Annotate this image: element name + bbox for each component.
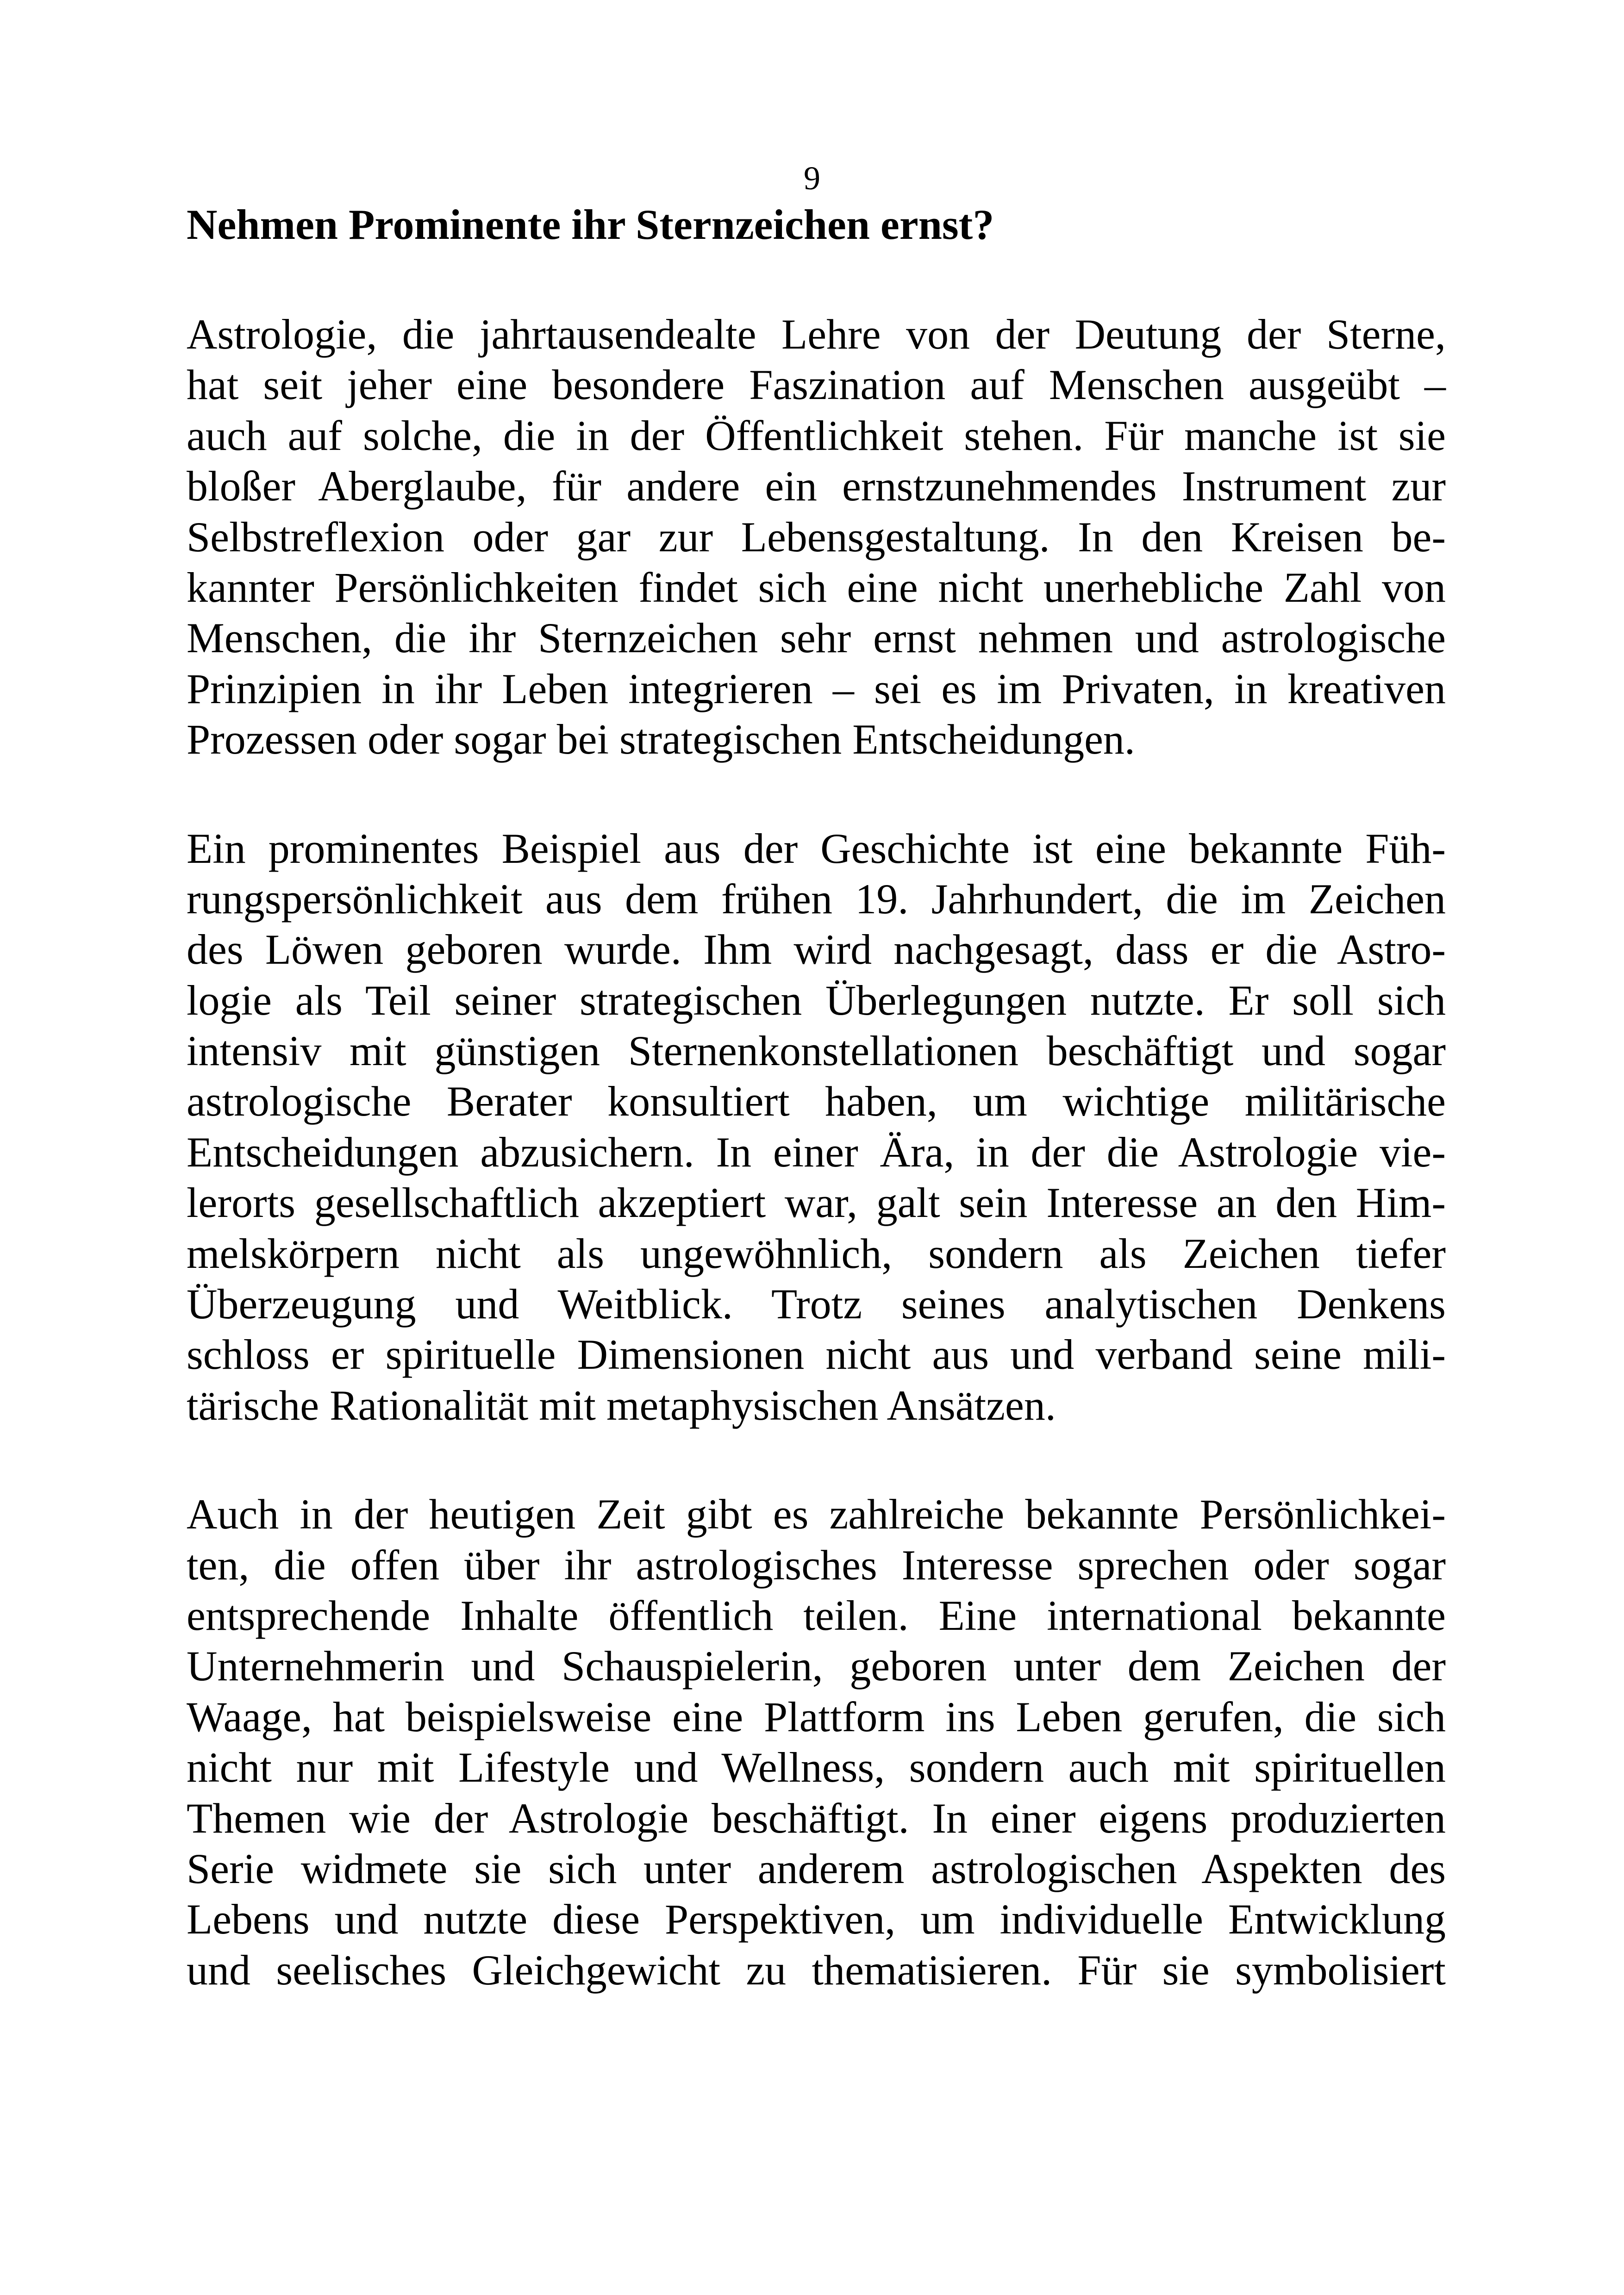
text-line: intensiv mit günstigen Sternenkonstellationen beschäftigt und sogar xyxy=(187,1027,1446,1075)
paragraph xyxy=(187,1489,1446,1996)
text-line: lerorts gesellschaftlich akzeptiert war, galt sein Interesse an den Him- xyxy=(187,1179,1446,1227)
text-line: tärische Rationalität mit metaphysischen Ansätzen. xyxy=(187,1381,1056,1429)
text-line: Menschen, die ihr Sternzeichen sehr ernst nehmen und astrologische xyxy=(187,614,1446,662)
text-line: und seelisches Gleichgewicht zu thematisieren. Für sie symbolisiert xyxy=(187,1946,1446,1994)
text-line: Überzeugung und Weitblick. Trotz seines analytischen Denkens xyxy=(187,1280,1446,1328)
paragraph xyxy=(187,823,1446,1431)
body-text xyxy=(187,309,1446,2054)
chapter-heading: Nehmen Prominente ihr Sternzeichen ernst? xyxy=(187,201,994,248)
text-line: des Löwen geboren wurde. Ihm wird nachgesagt, dass er die Astro- xyxy=(187,926,1446,973)
text-line: melskörpern nicht als ungewöhnlich, sondern als Zeichen tiefer xyxy=(187,1229,1446,1277)
text-line: Prinzipien in ihr Leben integrieren – sei es im Privaten, in kreativen xyxy=(187,665,1446,712)
text-line: Themen wie der Astrologie beschäftigt. In einer eigens produzierten xyxy=(187,1794,1446,1842)
text-line: kannter Persönlichkeiten findet sich eine nicht unerhebliche Zahl von xyxy=(187,563,1446,611)
page-number: 9 xyxy=(804,160,820,197)
text-line: hat seit jeher eine besondere Faszination auf Menschen ausgeübt – xyxy=(187,361,1446,409)
text-line: Selbstreflexion oder gar zur Lebensgestaltung. In den Kreisen be- xyxy=(187,513,1446,561)
text-line: schloss er spirituelle Dimensionen nicht aus und verband seine mili- xyxy=(187,1331,1446,1378)
text-line: Serie widmete sie sich unter anderem astrologischen Aspekten des xyxy=(187,1845,1446,1892)
text-line: rungspersönlichkeit aus dem frühen 19. Jahrhundert, die im Zeichen xyxy=(187,875,1446,923)
text-line: Entscheidungen abzusichern. In einer Ära, in der die Astrologie vie- xyxy=(187,1128,1446,1176)
text-line: Astrologie, die jahrtausendealte Lehre von der Deutung der Sterne, xyxy=(187,311,1446,358)
text-line: Auch in der heutigen Zeit gibt es zahlreiche bekannte Persönlichkei- xyxy=(187,1491,1446,1538)
text-line: nicht nur mit Lifestyle und Wellness, sondern auch mit spirituellen xyxy=(187,1744,1446,1791)
text-line: entsprechende Inhalte öffentlich teilen. Eine international bekannte xyxy=(187,1591,1446,1639)
text-line: auch auf solche, die in der Öffentlichkeit stehen. Für manche ist sie xyxy=(187,412,1446,459)
text-line: Unternehmerin und Schauspielerin, geboren unter dem Zeichen der xyxy=(187,1642,1446,1690)
text-line: Ein prominentes Beispiel aus der Geschichte ist eine bekannte Füh- xyxy=(187,824,1446,872)
text-line: logie als Teil seiner strategischen Überlegungen nutzte. Er soll sich xyxy=(187,976,1446,1024)
text-line: Prozessen oder sogar bei strategischen Entscheidungen. xyxy=(187,716,1135,763)
text-line: bloßer Aberglaube, für andere ein ernstzunehmendes Instrument zur xyxy=(187,462,1446,510)
text-line: Waage, hat beispielsweise eine Plattform ins Leben gerufen, die sich xyxy=(187,1693,1446,1740)
paragraph xyxy=(187,309,1446,765)
text-line: Lebens und nutzte diese Perspektiven, um individuelle Entwicklung xyxy=(187,1896,1446,1943)
text-line: astrologische Berater konsultiert haben, um wichtige militärische xyxy=(187,1078,1446,1125)
text-line: ten, die offen über ihr astrologisches Interesse sprechen oder sogar xyxy=(187,1541,1446,1589)
